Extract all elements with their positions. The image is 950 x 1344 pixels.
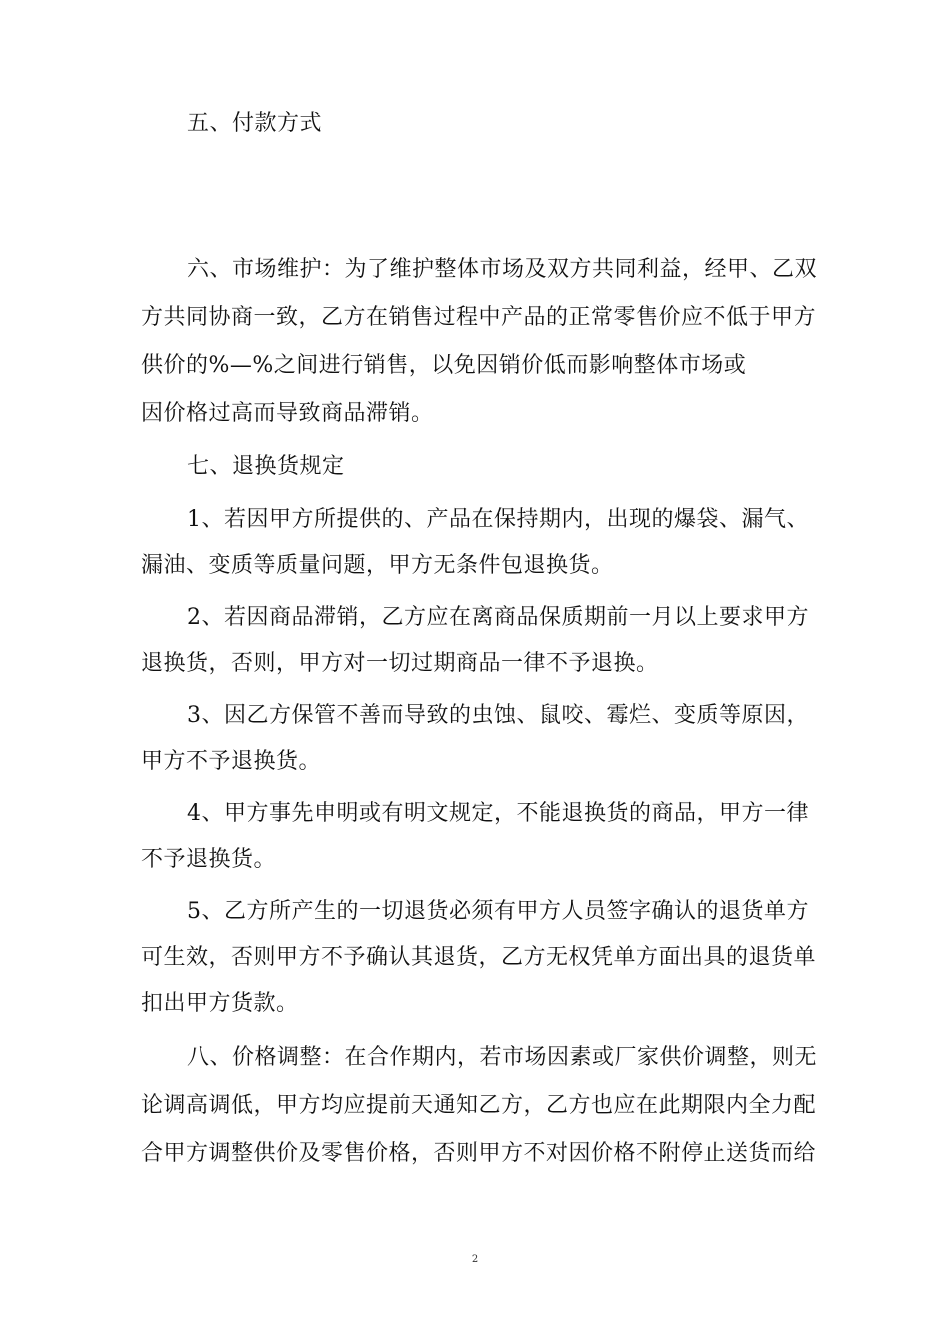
returns-clause-3-line-2: 甲方不予退换货。 xyxy=(141,749,322,774)
section-price-adjustment-line-1: 八、价格调整：在合作期内，若市场因素或厂家供价调整，则无 xyxy=(187,1045,818,1070)
section-market-maintenance-line-2: 方共同协商一致，乙方在销售过程中产品的正常零售价应不低于甲方 xyxy=(141,305,817,330)
section-market-maintenance-line-1: 六、市场维护：为了维护整体市场及双方共同利益，经甲、乙双 xyxy=(187,257,818,282)
returns-clause-3-line-1: 3、因乙方保管不善而导致的虫蚀、鼠咬、霉烂、变质等原因， xyxy=(187,703,809,728)
returns-clause-5-line-1: 5、乙方所产生的一切退货必须有甲方人员签字确认的退货单方 xyxy=(187,899,809,924)
section-market-maintenance-line-3: 供价的%—%之间进行销售，以免因销价低而影响整体市场或 xyxy=(141,353,747,378)
returns-clause-5-line-3: 扣出甲方货款。 xyxy=(141,991,299,1016)
section-heading-payment: 五、付款方式 xyxy=(187,111,323,136)
section-market-maintenance-line-4: 因价格过高而导致商品滞销。 xyxy=(141,401,434,426)
returns-clause-1-line-2: 漏油、变质等质量问题，甲方无条件包退换货。 xyxy=(141,553,614,578)
returns-clause-1-line-1: 1、若因甲方所提供的、产品在保持期内，出现的爆袋、漏气、 xyxy=(187,507,809,532)
returns-clause-5-line-2: 可生效，否则甲方不予确认其退货，乙方无权凭单方面出具的退货单 xyxy=(141,945,817,970)
returns-clause-2-line-2: 退换货，否则，甲方对一切过期商品一律不予退换。 xyxy=(141,651,659,676)
returns-clause-4-line-2: 不予退换货。 xyxy=(141,847,277,872)
returns-clause-2-line-1: 2、若因商品滞销，乙方应在离商品保质期前一月以上要求甲方 xyxy=(187,605,809,630)
returns-clause-4-line-1: 4、甲方事先申明或有明文规定，不能退换货的商品，甲方一律 xyxy=(187,801,809,826)
section-price-adjustment-line-3: 合甲方调整供价及零售价格，否则甲方不对因价格不附停止送货而给 xyxy=(141,1141,817,1166)
section-price-adjustment-line-2: 论调高调低，甲方均应提前天通知乙方，乙方也应在此期限内全力配 xyxy=(141,1093,817,1118)
section-heading-returns: 七、退换货规定 xyxy=(187,454,345,479)
page-number: 2 xyxy=(471,1254,479,1265)
